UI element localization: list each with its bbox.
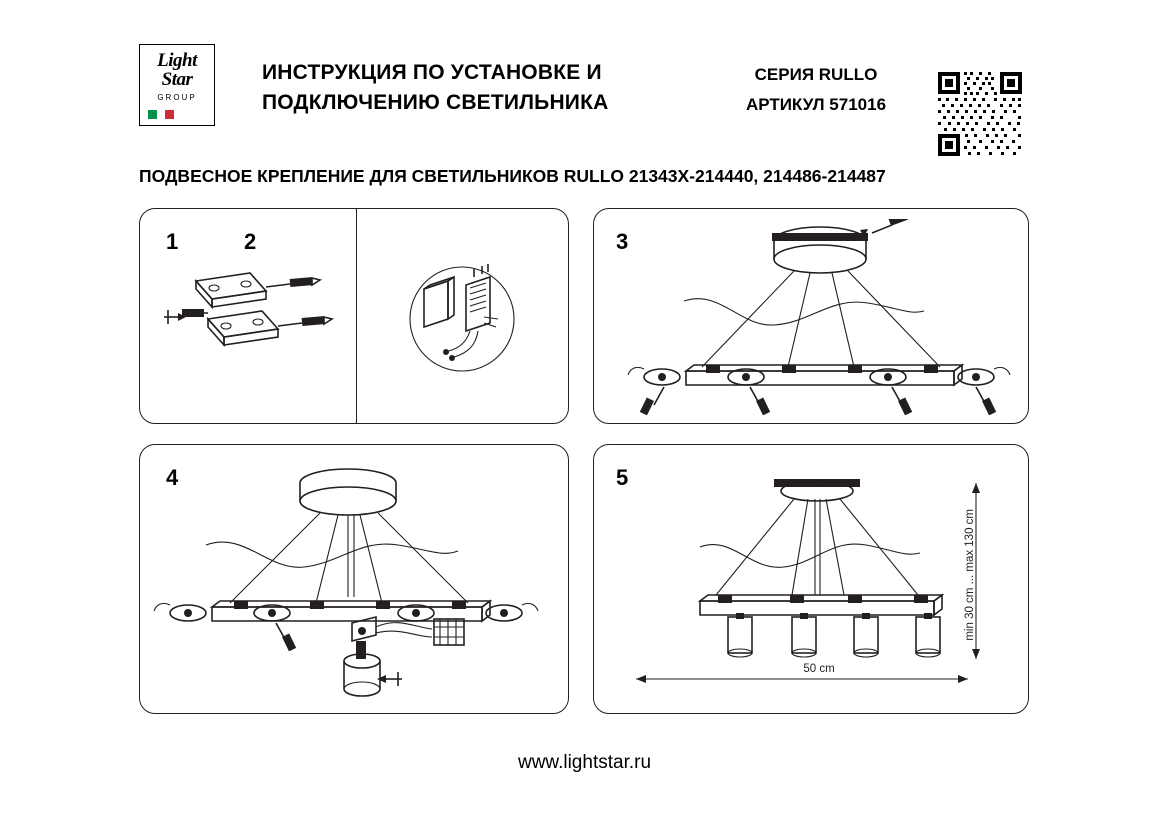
brand-logo [139, 44, 215, 126]
series-label: СЕРИЯ RULLO [754, 65, 878, 84]
qr-code-icon [934, 68, 1026, 160]
website-link[interactable]: www.lightstar.ru [517, 752, 652, 773]
logo-group-text: GROUP [157, 93, 197, 102]
step-panel-1-2 [139, 208, 569, 424]
page-title [262, 58, 692, 118]
article-label: АРТИКУЛ 571016 [745, 95, 887, 114]
width-dimension-label: 50 cm [803, 663, 835, 675]
step-3-illustration [624, 219, 1024, 415]
step-panel-5 [593, 444, 1029, 714]
page-title-line-2: ПОДКЛЮЧЕНИЮ СВЕТИЛЬНИКА [262, 91, 609, 114]
step-number-1: 1 [166, 229, 179, 254]
step-panel-3 [593, 208, 1029, 424]
step-panel-4 [139, 444, 569, 714]
step-2-illustration [378, 257, 554, 397]
logo-line-2: Star [161, 69, 193, 90]
page-title-line-1: ИНСТРУКЦИЯ ПО УСТАНОВКЕ И [262, 61, 602, 84]
height-dimension-text: min 30 cm ... max 130 cm [964, 509, 976, 641]
italian-flag-icon [148, 110, 174, 119]
step-number-2: 2 [244, 229, 257, 254]
section-subtitle: ПОДВЕСНОЕ КРЕПЛЕНИЕ ДЛЯ СВЕТИЛЬНИКОВ RULLO 21343Х-214440, 214486-214487 [139, 166, 886, 186]
step-number-5: 5 [616, 465, 629, 490]
header [0, 34, 1169, 130]
panel-divider [356, 209, 357, 423]
logo-line-1: Light [157, 50, 197, 71]
step-number-4: 4 [166, 465, 179, 490]
step-number-3: 3 [616, 229, 629, 254]
footer [0, 752, 1169, 774]
step-4-illustration [148, 451, 562, 703]
step-1-illustration [162, 257, 356, 397]
logo-wordmark [140, 51, 214, 89]
height-dimension-label [960, 485, 980, 665]
product-info [716, 60, 916, 120]
